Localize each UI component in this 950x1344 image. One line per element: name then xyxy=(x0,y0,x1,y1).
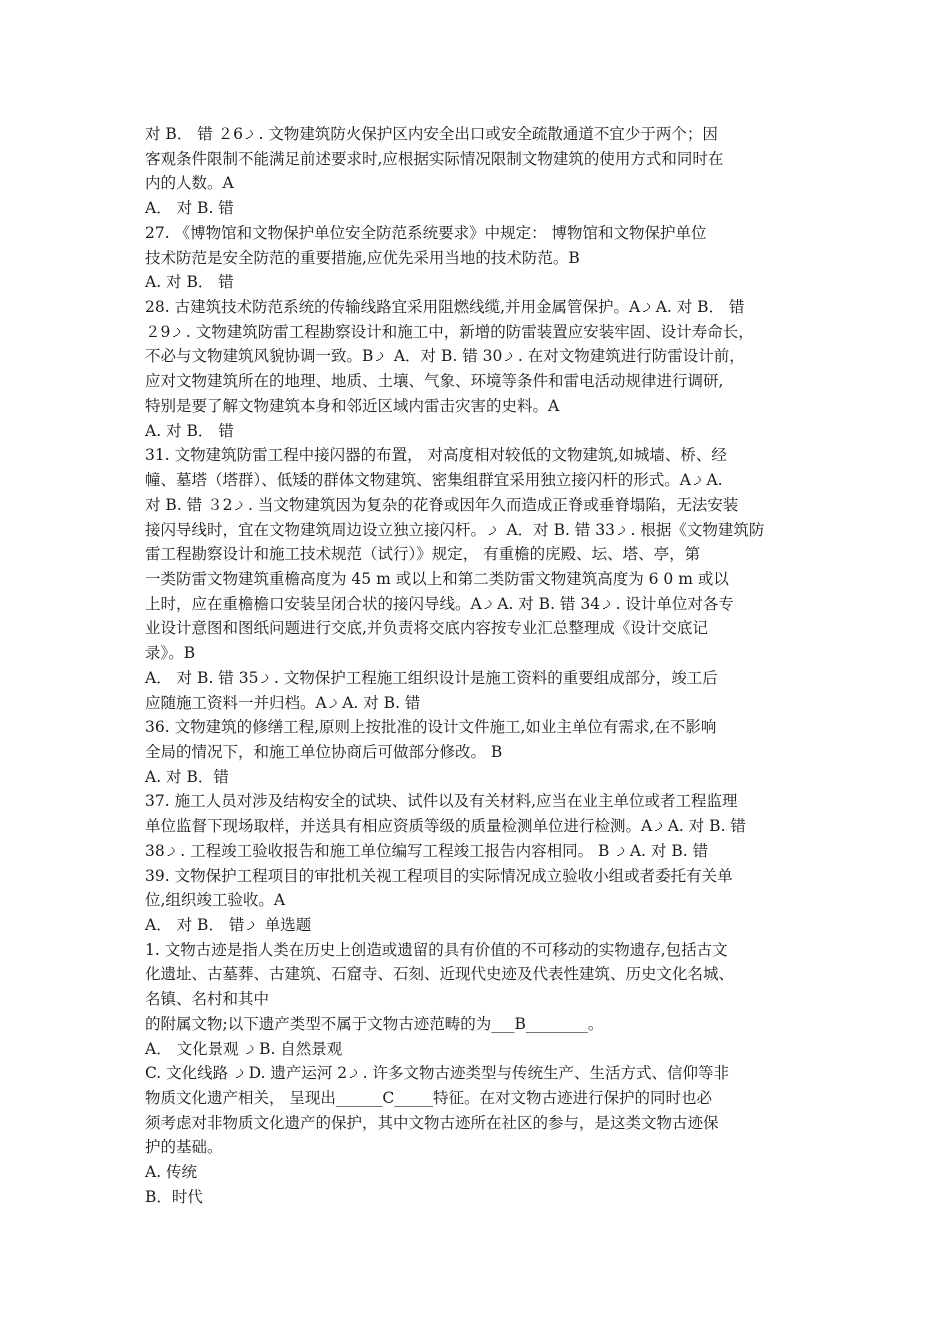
document-page xyxy=(145,122,825,1210)
text-line: 须考虑对非物质文化遗产的保护，其中文物古迹所在社区的参与，是这类文物古迹保 xyxy=(145,1113,719,1132)
text-line: 客观条件限制不能满足前述要求时,应根据实际情况限制文物建筑的使用方式和同时在 xyxy=(145,149,724,168)
text-line: 应对文物建筑所在的地理、地质、土壤、气象、环境等条件和雷电活动规律进行调研, xyxy=(145,372,724,391)
text-line: 录》。B xyxy=(145,644,196,663)
text-line: 特别是要了解文物建筑本身和邻近区域内雷击灾害的史料。A xyxy=(145,396,560,415)
text-line: A. 对 B．错 xyxy=(145,767,229,786)
text-line: 一类防雷文物建筑重檐高度为 45 m 或以上和第二类防雷文物建筑高度为 6 0 m 或以 xyxy=(145,569,729,588)
text-line: A. 传统 xyxy=(145,1163,198,1182)
text-line: 技术防范是安全防范的重要措施,应优先采用当地的技术防范。B xyxy=(145,248,580,267)
text-line: 位,组织竣工验收。A xyxy=(145,891,286,910)
text-line: 单位监督下现场取样，并送具有相应资质等级的质量检测单位进行检测。AࡧA. 对 B. 错 xyxy=(145,817,746,836)
text-line: 应随施工资料一并归档。AࡧA. 对 B. 错 xyxy=(145,693,421,712)
text-line: 39. 文物保护工程项目的审批机关视工程项目的实际情况成立验收小组或者委托有关单 xyxy=(145,866,733,885)
text-line: 36. 文物建筑的修缮工程,原则上按批准的设计文件施工,如业主单位有需求,在不影响 xyxy=(145,718,717,737)
text-line: A． 对 B． 错ࡧ 单选题 xyxy=(145,916,312,934)
text-line: A． 对 B. 错 35ࡧ. 文物保护工程施工组织设计是施工资料的重要组成部分，竣工后 xyxy=(145,668,718,687)
text-line: 27. 《博物馆和文物保护单位安全防范系统要求》中规定： 博物馆和文物保护单位 xyxy=(145,223,707,242)
text-line: 对 B． 错 ２6ࡧ. 文物建筑防火保护区内安全出口或安全疏散通道不宜少于两个；因 xyxy=(145,125,718,143)
text-line: 护的基础。 xyxy=(145,1138,223,1157)
text-line: 业设计意图和图纸问题进行交底,并负责将交底内容按专业汇总整理成《设计交底记 xyxy=(145,619,708,638)
text-line: 对 B. 错 ３2ࡧ. 当文物建筑因为复杂的花脊或因年久而造成正脊或垂脊塌陷，无法安装 xyxy=(145,495,739,514)
text-line: 28. 古建筑技术防范系统的传输线路宜采用阻燃线缆,并用金属管保护。AࡧA. 对 B． 错 xyxy=(145,298,745,317)
text-line: ２9ࡧ. 文物建筑防雷工程勘察设计和施工中，新增的防雷装置应安装牢固、设计寿命长， xyxy=(145,322,754,341)
text-line: 31. 文物建筑防雷工程中接闪器的布置， 对高度相对较低的文物建筑,如城墙、桥、经 xyxy=(145,446,727,465)
text-line: C. 文化线路 ࡧD. 遗产运河 2ࡧ. 许多文物古迹类型与传统生产、生活方式、信仰等非 xyxy=(145,1064,729,1083)
text-line: 物质文化遗产相关， 呈现出______C_____特征。在对文物古迹进行保护的同时也必 xyxy=(145,1089,713,1108)
text-line: 内的人数。A xyxy=(145,174,234,193)
text-line: 的附属文物;以下遗产类型不属于文物古迹范畴的为___B________。 xyxy=(145,1014,604,1033)
text-line: A． 对 B. 错 xyxy=(145,199,234,218)
text-line: 不必与文物建筑风貌协调一致。Bࡧ A．对 B. 错 30ࡧ. 在对文物建筑进行防雷设计前， xyxy=(145,347,745,366)
text-line: A． 文化景观 ࡧB. 自然景观 xyxy=(145,1039,343,1058)
text-line: 雷工程勘察设计和施工技术规范（试行）》规定， 有重檐的庑殿、坛、塔、亭，第 xyxy=(145,545,701,564)
text-line: 全局的情况下，和施工单位协商后可做部分修改。 B xyxy=(145,742,503,761)
text-line: 37. 施工人员对涉及结构安全的试块、试件以及有关材料,应当在业主单位或者工程监理 xyxy=(145,792,738,811)
text-line: B．时代 xyxy=(145,1187,203,1206)
text-line: A. 对 B． 错 xyxy=(145,421,234,440)
text-line: A. 对 B． 错 xyxy=(145,273,234,292)
text-line: 接闪导线时，宜在文物建筑周边设立独立接闪杆。ࡧ A．对 B. 错 33ࡧ. 根据《文物建筑防 xyxy=(145,520,765,539)
text-line: 名镇、名村和其中 xyxy=(145,990,270,1009)
text-line: 上时，应在重檐檐口安装呈闭合状的接闪导线。AࡧA. 对 B. 错 34ࡧ. 设计单位对各专 xyxy=(145,594,734,613)
text-line: 1. 文物古迹是指人类在历史上创造或遗留的具有价值的不可移动的实物遗存,包括古文 xyxy=(145,940,728,959)
text-line: 化遗址、古墓葬、古建筑、石窟寺、石刻、近现代史迹及代表性建筑、历史文化名城、 xyxy=(145,965,735,984)
text-line: 38ࡧ. 工程竣工验收报告和施工单位编写工程竣工报告内容相同。 B ࡧA. 对 B. 错 xyxy=(145,841,709,860)
text-line: 幢、墓塔（塔群）、低矮的群体文物建筑、密集组群宜采用独立接闪杆的形式。AࡧA. xyxy=(145,471,723,490)
